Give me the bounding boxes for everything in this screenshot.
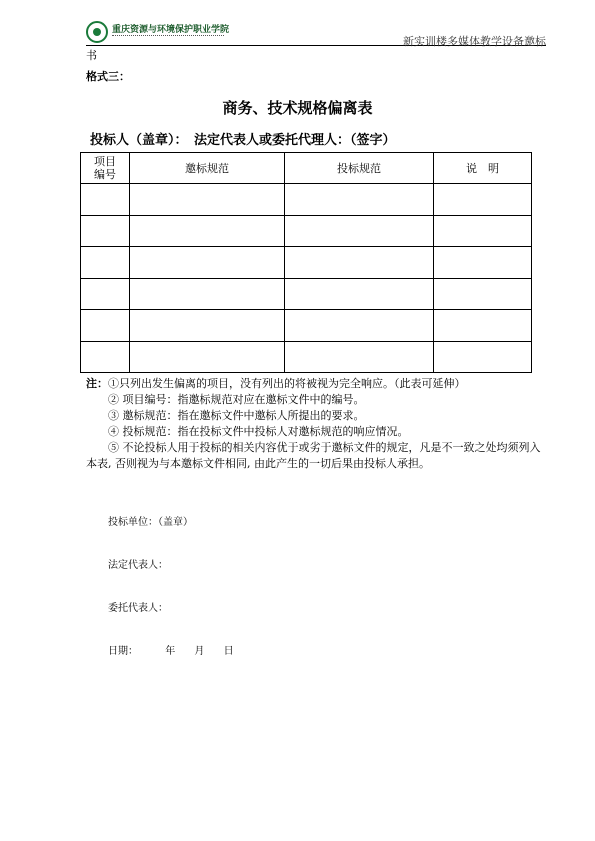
header-remark: 说 明 (434, 153, 532, 184)
note-2: ② 项目编号：指邀标规范对应在邀标文件中的编号。 (108, 393, 365, 406)
header-item-number-line2: 编号 (94, 168, 116, 181)
note-5: ⑤ 不论投标人用于投标的相关内容优于或劣于邀标文件的规定，凡是不一致之处均须列入本表, 否则视为与本邀标文件相同, 由此产生的一切后果由投标人承担。 (86, 441, 541, 470)
table-cell[interactable] (285, 310, 434, 342)
school-logo (86, 20, 230, 44)
table-cell[interactable] (285, 184, 434, 216)
table-cell[interactable] (81, 310, 130, 342)
table-cell[interactable] (81, 215, 130, 247)
document-title: 商务、技术规格偏离表 (222, 99, 373, 117)
format-label: 格式三： (86, 70, 130, 83)
note-1-text: ①只列出发生偏离的项目，没有列出的将被视为完全响应。（此表可延伸） (108, 377, 466, 390)
note-1 (86, 376, 551, 392)
table-cell[interactable] (434, 247, 532, 279)
header-title: 新实训楼多媒体教学设备邀标 (403, 35, 546, 48)
table-cell[interactable] (434, 310, 532, 342)
table-cell[interactable] (130, 215, 285, 247)
table-row (81, 278, 532, 310)
table-cell[interactable] (285, 341, 434, 373)
date-label: 日期： (108, 646, 138, 657)
authorized-agent-label: 委托代表人： (108, 603, 168, 614)
header-item-number (81, 153, 130, 184)
date-month: 月 (194, 646, 205, 657)
page-header (86, 20, 546, 46)
logo-underline (112, 35, 224, 38)
header-continuation: 书 (86, 49, 97, 62)
deviation-table (80, 152, 532, 373)
table-cell[interactable] (285, 215, 434, 247)
table-cell[interactable] (130, 247, 285, 279)
header-item-number-line1: 项目 (94, 155, 116, 168)
table-cell[interactable] (130, 184, 285, 216)
date-line (108, 642, 234, 657)
table-row (81, 184, 532, 216)
table-row (81, 247, 532, 279)
table-cell[interactable] (81, 247, 130, 279)
table-row (81, 341, 532, 373)
table-cell[interactable] (434, 215, 532, 247)
table-row (81, 310, 532, 342)
table-cell[interactable] (81, 184, 130, 216)
table-cell[interactable] (285, 247, 434, 279)
emblem-icon (86, 21, 108, 43)
bidder-unit-label: 投标单位：（盖章） (108, 517, 193, 528)
notes-section (86, 376, 551, 472)
table-cell[interactable] (81, 278, 130, 310)
date-year: 年 (165, 646, 176, 657)
signer-line: 投标人（盖章）： 法定代表人或委托代理人：（签字） (90, 133, 396, 148)
table-cell[interactable] (434, 184, 532, 216)
table-cell[interactable] (81, 341, 130, 373)
table-cell[interactable] (130, 278, 285, 310)
table-header-row (81, 153, 532, 184)
note-4: ④ 投标规范：指在投标文件中投标人对邀标规范的响应情况。 (108, 425, 409, 438)
header-tender-spec: 邀标规范 (130, 153, 285, 184)
table-cell[interactable] (285, 278, 434, 310)
notes-lead: 注： (86, 377, 108, 390)
legal-representative-label: 法定代表人： (108, 560, 168, 571)
date-day: 日 (223, 646, 234, 657)
table-row (81, 215, 532, 247)
header-bid-spec: 投标规范 (285, 153, 434, 184)
table-cell[interactable] (130, 310, 285, 342)
table-cell[interactable] (434, 341, 532, 373)
logo-text: 重庆资源与环境保护职业学院 (112, 25, 230, 35)
note-3: ③ 邀标规范：指在邀标文件中邀标人所提出的要求。 (108, 409, 365, 422)
table-cell[interactable] (130, 341, 285, 373)
table-cell[interactable] (434, 278, 532, 310)
